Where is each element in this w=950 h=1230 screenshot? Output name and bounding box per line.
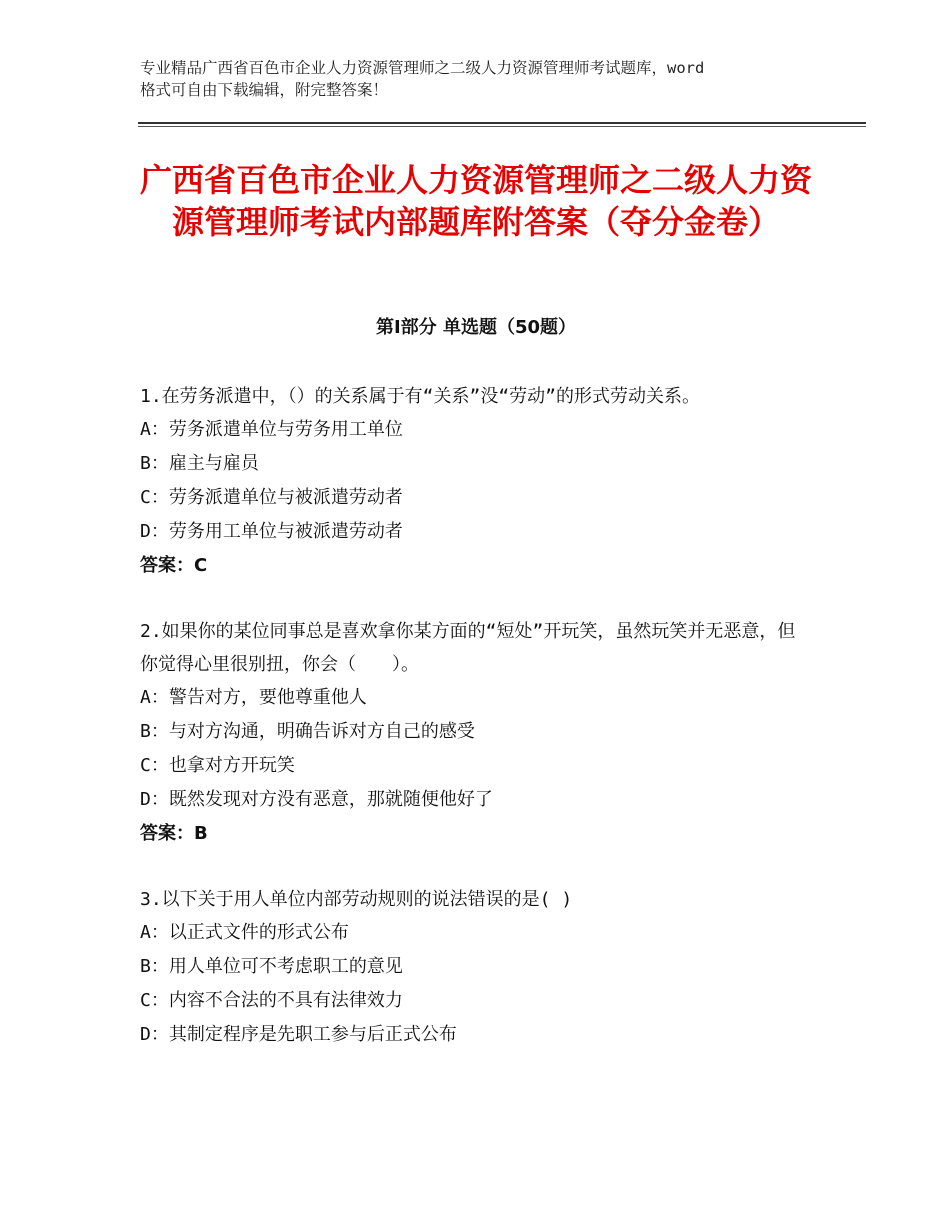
header-note-line-1: 专业精品广西省百色市企业人力资源管理师之二级人力资源管理师考试题库，word bbox=[140, 59, 705, 77]
question-1-option-d: D：劳务用工单位与被派遣劳动者 bbox=[140, 521, 403, 542]
header-note-line-2: 格式可自由下载编辑，附完整答案！ bbox=[140, 81, 389, 99]
question-3-text: 3.以下关于用人单位内部劳动规则的说法错误的是( ) bbox=[140, 889, 573, 910]
question-2-option-a: A：警告对方，要他尊重他人 bbox=[140, 687, 367, 708]
section-title: 第Ⅰ部分 单选题（50题） bbox=[375, 317, 576, 338]
question-2-answer: 答案：B bbox=[140, 823, 208, 844]
header-divider-thin bbox=[138, 126, 866, 127]
question-3 bbox=[140, 883, 800, 1052]
question-3-option-c: C：内容不合法的不具有法律效力 bbox=[140, 990, 403, 1011]
question-1-text: 1.在劳务派遣中，（）的关系属于有“关系”没“劳动”的形式劳动关系。 bbox=[140, 386, 701, 407]
question-1-option-a: A：劳务派遣单位与劳务用工单位 bbox=[140, 419, 403, 440]
header-note bbox=[140, 57, 830, 101]
question-3-option-a: A：以正式文件的形式公布 bbox=[140, 922, 349, 943]
question-2-option-d: D：既然发现对方没有恶意，那就随便他好了 bbox=[140, 789, 493, 810]
question-2 bbox=[140, 615, 800, 851]
document-title: 广西省百色市企业人力资源管理师之二级人力资源管理师考试内部题库附答案（夺分金卷） bbox=[139, 161, 812, 241]
question-2-text: 2.如果你的某位同事总是喜欢拿你某方面的“短处”开玩笑，虽然玩笑并无恶意，但你觉得心里很别扭，你会（ ）。 bbox=[140, 621, 796, 675]
question-3-option-d: D：其制定程序是先职工参与后正式公布 bbox=[140, 1024, 457, 1045]
question-1-answer: 答案：C bbox=[140, 555, 208, 576]
question-3-option-b: B：用人单位可不考虑职工的意见 bbox=[140, 956, 403, 977]
question-2-option-b: B：与对方沟通，明确告诉对方自己的感受 bbox=[140, 721, 475, 742]
question-2-option-c: C：也拿对方开玩笑 bbox=[140, 755, 295, 776]
question-list bbox=[140, 380, 800, 1084]
header-divider-thick bbox=[138, 122, 866, 124]
question-1 bbox=[140, 380, 800, 583]
question-1-option-b: B：雇主与雇员 bbox=[140, 453, 259, 474]
question-1-option-c: C：劳务派遣单位与被派遣劳动者 bbox=[140, 487, 403, 508]
